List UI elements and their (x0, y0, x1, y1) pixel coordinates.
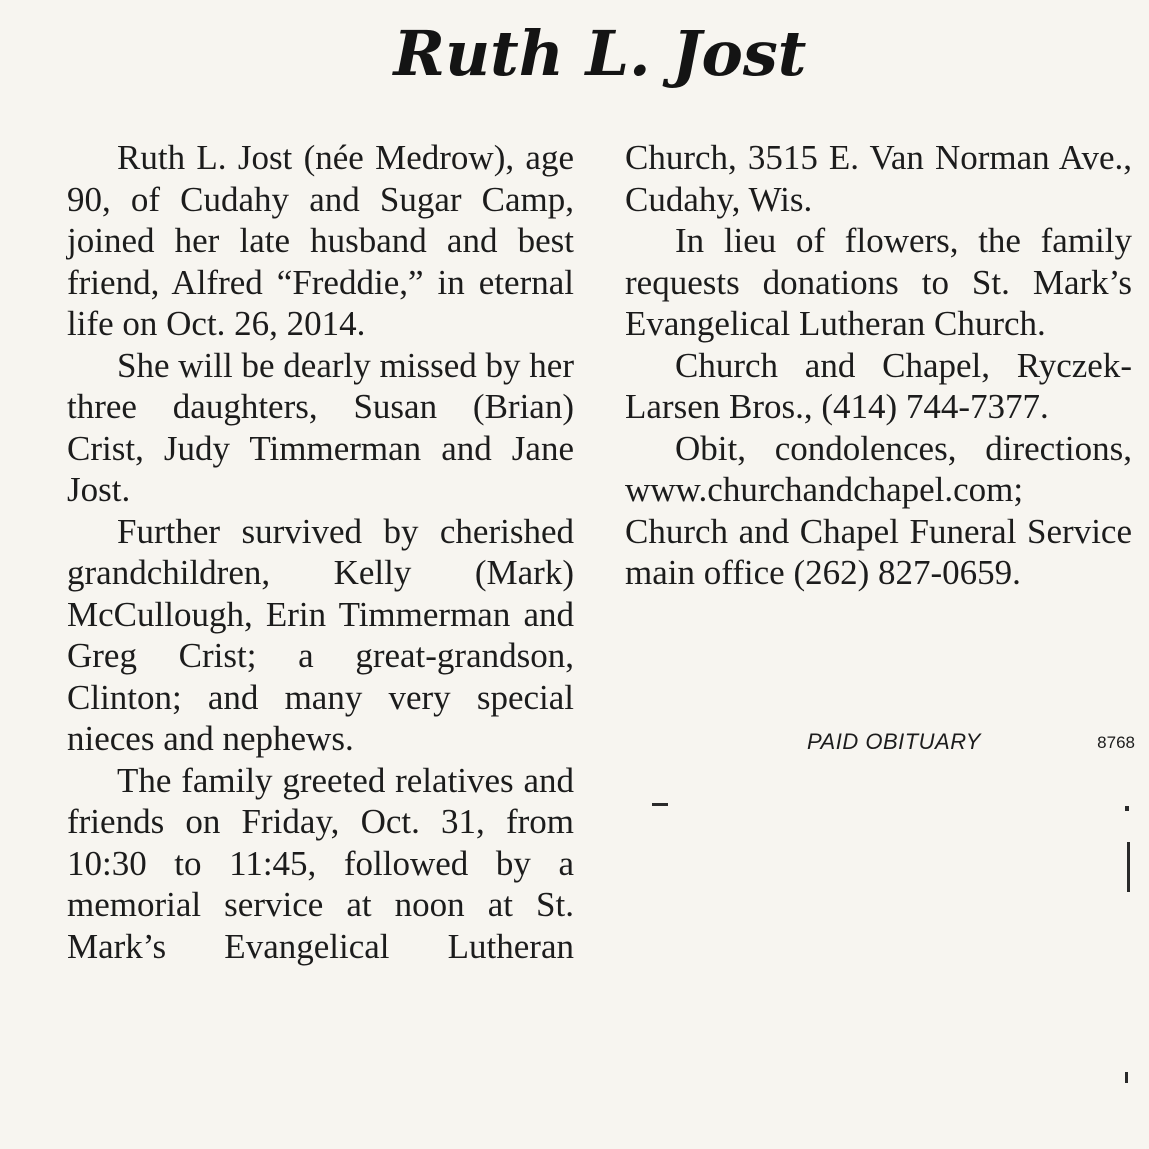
paragraph-daughters: She will be dearly missed by her three daughters, Susan (Brian) Crist, Judy Timmerman and Jane Jost. (67, 345, 574, 509)
paragraph-death-notice: Ruth L. Jost (née Medrow), age 90, of Cudahy and Sugar Camp, joined her late husband and best friend, Alfred “Freddie,” in eternal life on Oct. 26, 2014. (67, 138, 574, 343)
paid-obituary-label: PAID OBITUARY (807, 729, 981, 754)
print-mark (1127, 842, 1130, 892)
paragraph-grandchildren: Further survived by cherished grandchildren, Kelly (Mark) McCullough, Erin Timmerman and Greg Crist; a great-grandson, Clinton; and many very special nieces and nephews. (67, 511, 574, 758)
print-mark (652, 803, 668, 806)
paragraph-memorial-service: The family greeted relatives and friends on Friday, Oct. 31, from 10:30 to 11:45, followed by a memorial service at noon at St. Mark’s Evangelical Lutheran (67, 760, 574, 966)
paragraph-condolences: Obit, condolences, directions, www.churchandchapel.com; Church and Chapel Funeral Service main office (262) 827-0659. (625, 428, 1132, 592)
right-column (625, 137, 1132, 594)
paragraph-church-address: Church, 3515 E. Van Norman Ave., Cudahy, Wis. (625, 138, 1132, 219)
print-mark (1125, 1072, 1128, 1083)
paragraph-funeral-home: Church and Chapel, Ryczek-Larsen Bros., (414) 744-7377. (625, 345, 1132, 426)
ad-number: 8768 (1097, 733, 1135, 752)
obituary-title: Ruth L. Jost (393, 17, 807, 90)
paragraph-donations: In lieu of flowers, the family requests donations to St. Mark’s Evangelical Lutheran Church. (625, 221, 1132, 343)
obituary-footer (625, 727, 1135, 757)
print-mark (1125, 806, 1129, 811)
left-column (67, 137, 574, 967)
